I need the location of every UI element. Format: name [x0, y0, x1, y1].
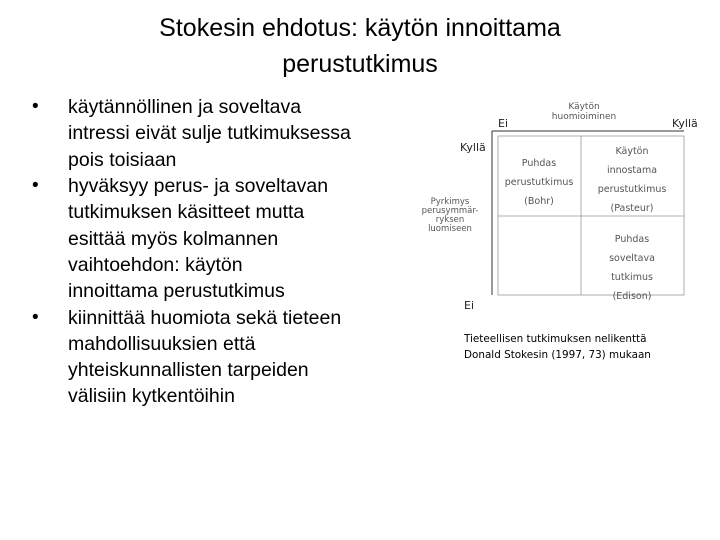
quadrant-diagram [418, 95, 698, 320]
left-axis-title-line-1: Pyrkimys [430, 197, 470, 207]
cell-top-right-line-3: perustutkimus [597, 184, 667, 195]
cell-top-left-line-2: perustutkimus [504, 177, 574, 188]
bullet-list [30, 94, 430, 410]
bullet-line: välisiin kytkentöihin [68, 385, 235, 408]
bullet-line: • hyväksyy perus- ja soveltavan [68, 174, 329, 197]
left-axis-yes-label: Kyllä [460, 141, 486, 154]
cell-bottom-right-line-1: Puhdas [614, 234, 650, 245]
cell-bottom-right-line-4: (Edison) [612, 291, 652, 302]
figure-caption [464, 332, 720, 363]
cell-top-left-line-1: Puhdas [521, 158, 557, 169]
bullet-line: • kiinnittää huomiota sekä tieteen [68, 306, 342, 329]
left-axis-title-line-2: perusymmär- [421, 206, 479, 216]
bullet-line: pois toisiaan [68, 148, 177, 171]
slide-title [60, 10, 660, 83]
bullet-item [30, 173, 430, 305]
cell-top-right-line-4: (Pasteur) [610, 203, 654, 214]
bullet-line: esittää myös kolmannen [68, 227, 279, 250]
top-axis-title-line-1: Käytön [568, 102, 600, 112]
cell-top-left-line-3: (Bohr) [524, 196, 554, 207]
figure-caption-line-1: Tieteellisen tutkimuksen nelikenttä [464, 333, 647, 345]
left-axis-no-label: Ei [464, 299, 475, 312]
left-axis-title-line-3: ryksen [435, 215, 465, 225]
bullet-line: intressi eivät sulje tutkimuksessa [68, 122, 351, 145]
slide-title-line-2: perustutkimus [282, 50, 438, 79]
slide-title-line-1: Stokesin ehdotus: käytön innoittama [159, 14, 561, 42]
bullet-item [30, 305, 430, 410]
bullet-line: yhteiskunnallisten tarpeiden [68, 359, 309, 382]
cell-top-right-line-2: innostama [606, 165, 658, 176]
figure-caption-line-2: Donald Stokesin (1997, 73) mukaan [464, 348, 651, 361]
bullet-item [30, 94, 430, 173]
bullet-line: innoittama perustutkimus [68, 280, 285, 303]
top-axis-no-label: Ei [498, 117, 509, 130]
top-axis-title-line-2: huomioiminen [551, 112, 617, 122]
bullet-line: mahdollisuuksien että [68, 332, 256, 355]
cell-top-right-line-1: Käytön [615, 146, 649, 157]
bullet-line: vaihtoehdon: käytön [68, 253, 243, 276]
bullet-line: tutkimuksen käsitteet mutta [68, 201, 305, 224]
left-axis-title-line-4: luomiseen [428, 224, 472, 234]
cell-bottom-right-line-3: tutkimus [611, 272, 653, 283]
bullet-line: • käytännöllinen ja soveltava [68, 96, 302, 118]
cell-bottom-right-line-2: soveltava [609, 253, 655, 264]
top-axis-yes-label: Kyllä [672, 117, 698, 130]
